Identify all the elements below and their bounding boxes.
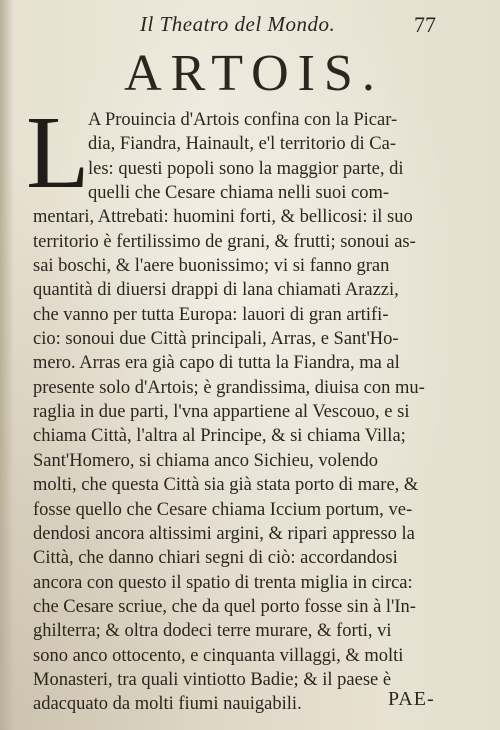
running-head <box>0 12 500 42</box>
text-line: fosse quello che Cesare chiama Iccium portum, ve- <box>33 499 413 520</box>
page-number: 77 <box>414 12 436 37</box>
text-line: Città, che danno chiari segni di ciò: accordandosi <box>33 548 398 569</box>
text-line: mentari, Attrebati: huomini forti, & bellicosi: il suo <box>33 207 413 228</box>
text-line: ghilterra; & oltra dodeci terre murare, & forti, vi <box>33 621 392 642</box>
text-line: mero. Arras era già capo di tutta la Fiandra, ma al <box>33 353 400 374</box>
text-line: les: questi popoli sono la maggior parte, di <box>88 158 404 179</box>
text-line: adacquato da molti fiumi nauigabili. <box>33 694 302 715</box>
text-line: che vanno per tutta Europa: lauori di gran artifi- <box>33 304 389 325</box>
text-line: chiama Città, l'altra al Principe, & si chiama Villa; <box>33 426 406 447</box>
running-title: Il Theatro del Mondo. <box>140 12 336 36</box>
text-line: dendosi ancora altissimi argini, & ripari appresso la <box>33 523 415 544</box>
text-line: quantità di diuersi drappi di lana chiamati Arazzi, <box>33 280 399 301</box>
text-line: sai boschi, & l'aere buonissimo; vi si fanno gran <box>33 256 390 277</box>
page-gutter-shadow <box>0 0 14 730</box>
text-line: quelli che Cesare chiama nelli suoi com- <box>88 183 390 204</box>
text-line: molti, che questa Città sia già stata porto di mare, & <box>33 475 419 496</box>
text-line: che Cesare scriue, che da quel porto fosse sin à l'In- <box>33 596 416 617</box>
text-line: territorio è fertilissimo de grani, & frutti; sonoui as- <box>33 231 416 252</box>
body-text <box>33 108 478 717</box>
text-line: A Prouincia d'Artois confina con la Picar- <box>88 110 398 130</box>
text-line: dia, Fiandra, Hainault, e'l territorio di Ca- <box>88 134 396 155</box>
text-line: ancora con questo il spatio di trenta miglia in circa: <box>33 572 413 593</box>
text-line: raglia in due parti, l'vna appartiene al Vescouo, e si <box>33 402 410 423</box>
text-line: presente solo d'Artois; è grandissima, diuisa con mu- <box>33 377 425 398</box>
chapter-title: ARTOIS. <box>124 45 384 102</box>
text-line: cio: sonoui due Città principali, Arras, e Sant'Ho- <box>33 329 399 350</box>
text-line: Sant'Homero, si chiama anco Sichieu, volendo <box>33 450 378 471</box>
text-line: sono anco ottocento, e cinquanta villaggi, & molti <box>33 645 404 666</box>
text-line: Monasteri, tra quali vintiotto Badie; & il paese è <box>33 669 392 690</box>
drop-cap: L <box>26 95 90 210</box>
catchword: PAE- <box>388 688 435 710</box>
